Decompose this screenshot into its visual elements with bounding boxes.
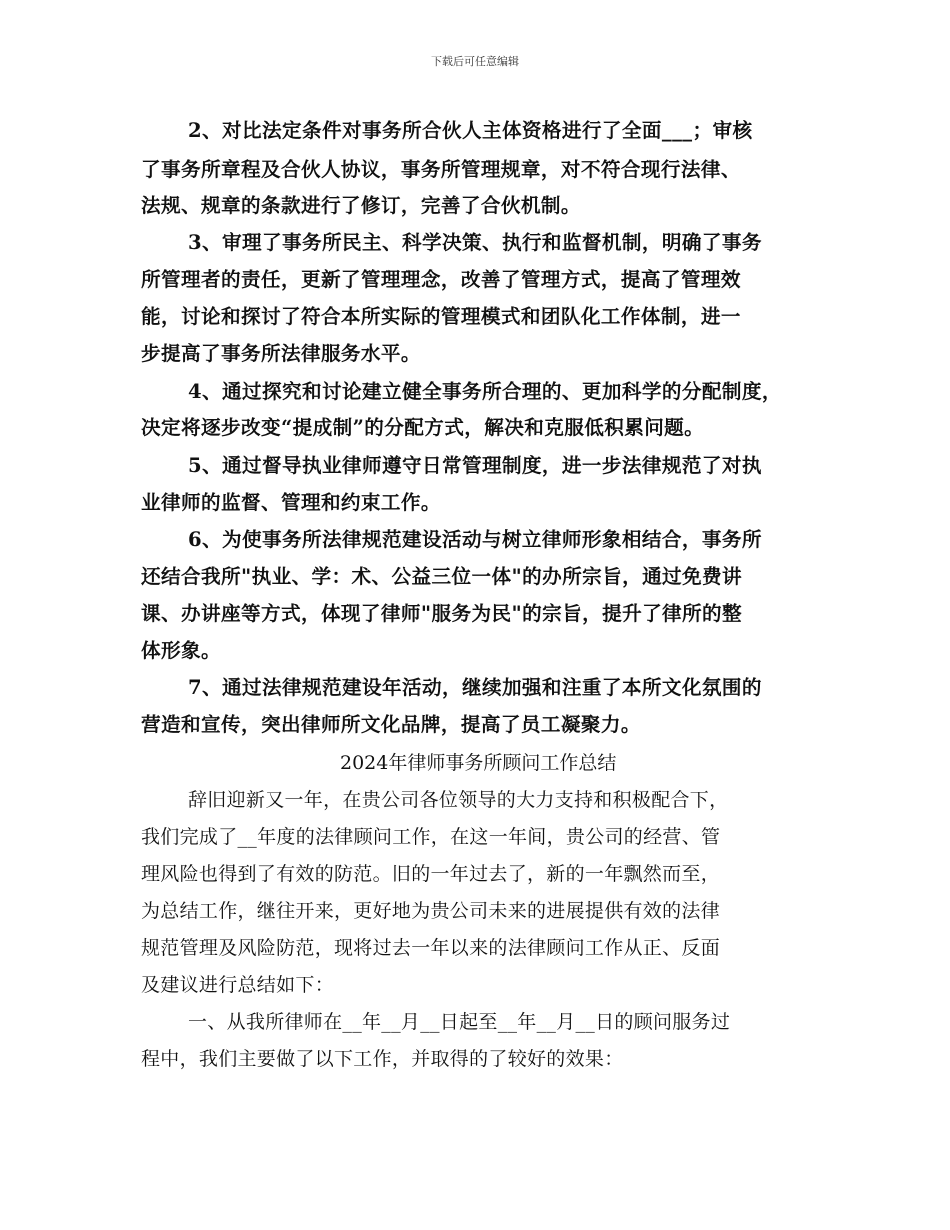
paragraph-line: 为总结工作，继往开来，更好地为贵公司未来的进展提供有效的法律 [141,900,721,922]
paragraph-line: 规范管理及风险防范，现将过去一年以来的法律顾问工作从正、反面 [141,937,721,959]
paragraph-line: 一、从我所律师在__年__月__日起至__年__月__日的顾问服务过 [188,1011,731,1033]
paragraph-line: 步提高了事务所法律服务水平。 [141,342,421,365]
paragraph-line: 我们完成了__年度的法律顾问工作，在这一年间，贵公司的经营、管 [141,826,721,848]
paragraph-line: 体形象。 [141,639,221,662]
paragraph-line: 决定将逐步改变“提成制”的分配方式，解决和克服低积累问题。 [141,416,705,439]
page-header: 下载后可任意编辑 [431,55,519,68]
paragraph-line: 3、审理了事务所民主、科学决策、执行和监督机制，明确了事务 [188,231,762,254]
paragraph-line: 4、通过探究和讨论建立健全事务所合理的、更加科学的分配制度， [188,380,782,403]
paragraph-line: 法规、规章的条款进行了修订，完善了合伙机制。 [141,194,581,217]
paragraph-line: 还结合我所"执业、学：术、公益三位一体"的办所宗旨，通过免费讲 [141,565,743,588]
section-title: 2024年律师事务所顾问工作总结 [340,752,617,774]
paragraph-line: 能，讨论和探讨了符合本所实际的管理模式和团队化工作体制，进一 [141,305,741,328]
paragraph-line: 营造和宣传，突出律师所文化品牌，提高了员工凝聚力。 [141,713,641,736]
paragraph-line: 理风险也得到了有效的防范。旧的一年过去了，新的一年飘然而至， [141,863,721,885]
paragraph-line: 6、为使事务所法律规范建设活动与树立律师形象相结合，事务所 [188,528,762,551]
paragraph-line: 业律师的监督、管理和约束工作。 [141,491,441,514]
paragraph-line: 5、通过督导执业律师遵守日常管理制度，进一步法律规范了对执 [188,454,762,477]
paragraph-line: 所管理者的责任，更新了管理理念，改善了管理方式，提高了管理效 [141,268,741,291]
paragraph-line: 辞旧迎新又一年，在贵公司各位领导的大力支持和积极配合下， [188,789,729,811]
paragraph-line: 2、对比法定条件对事务所合伙人主体资格进行了全面___；审核 [188,119,753,142]
paragraph-line: 了事务所章程及合伙人协议，事务所管理规章，对不符合现行法律、 [141,158,741,181]
paragraph-line: 7、通过法律规范建设年活动，继续加强和注重了本所文化氛围的 [188,676,762,699]
paragraph-line: 课、办讲座等方式，体现了律师"服务为民"的宗旨，提升了律所的整 [141,602,743,625]
paragraph-line: 程中，我们主要做了以下工作，并取得的了较好的效果： [141,1048,624,1070]
paragraph-line: 及建议进行总结如下： [141,974,335,996]
